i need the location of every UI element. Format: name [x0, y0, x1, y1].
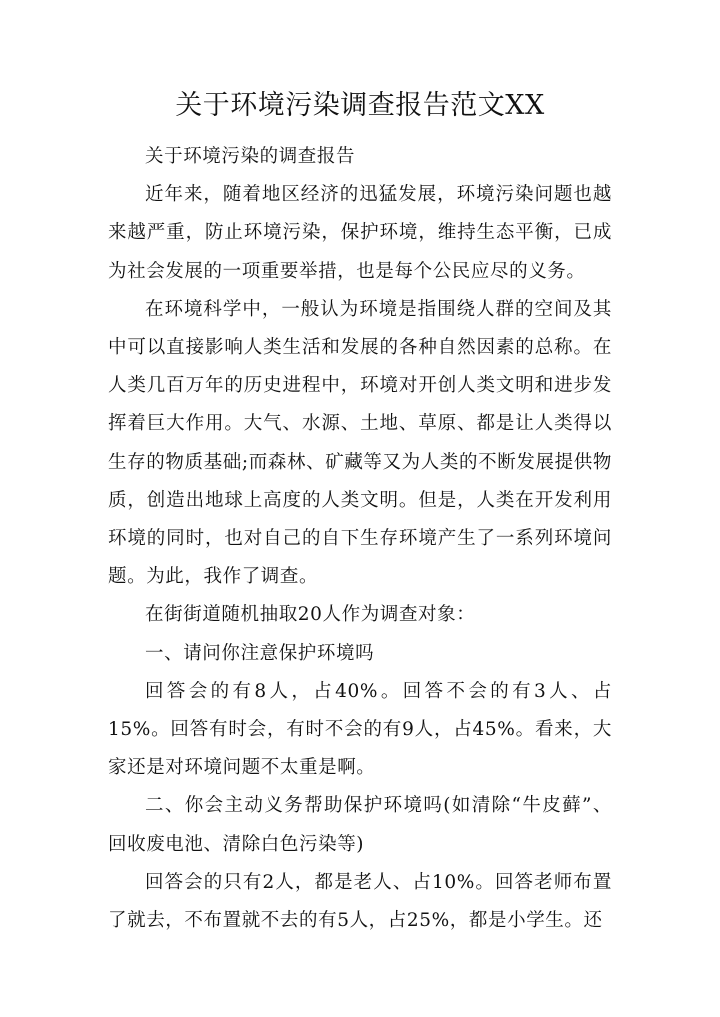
document-body: [108, 138, 612, 940]
document-title: 关于环境污染调查报告范文XX: [175, 90, 545, 121]
subtitle-paragraph: 关于环境污染的调查报告: [145, 146, 356, 167]
intro-paragraph: 近年来，随着地区经济的迅猛发展，环境污染问题也越来越严重，防止环境污染，保护环境，维持生态平衡，已成为社会发展的一项重要举措，也是每个公民应尽的义务。: [108, 184, 612, 282]
question-one-answer: 回答会的有8人，占40%。回答不会的有3人、占15%。回答有时会，有时不会的有9人，占45%。看来，大家还是对环境问题不太重是啊。: [108, 680, 612, 779]
question-two-answer: 回答会的只有2人，都是老人、占10%。回答老师布置了就去，不布置就不去的有5人，占25%，都是小学生。还: [108, 871, 612, 932]
environment-science-paragraph: 在环境科学中，一般认为环境是指围绕人群的空间及其中可以直接影响人类生活和发展的各种自然因素的总称。在人类几百万年的历史进程中，环境对开创人类文明和进步发挥着巨大作用。大气、水源、土地、草原、都是让人类得以生存的物质基础;而森林、矿藏等又为人类的不断发展提供物质，创造出地球上高度的人类文明。但是，人类在开发利用环境的同时，也对自己的自下生存环境产生了一系列环境问题。为此，我作了调查。: [108, 298, 612, 588]
survey-sample-paragraph: 在街街道随机抽取20人作为调查对象：: [145, 604, 476, 626]
question-one-heading: 一、请问你注意保护环境吗: [145, 642, 375, 664]
question-two-heading: 二、你会主动义务帮助保护环境吗(如清除“牛皮藓”、回收废电池、清除白色污染等): [108, 795, 612, 855]
